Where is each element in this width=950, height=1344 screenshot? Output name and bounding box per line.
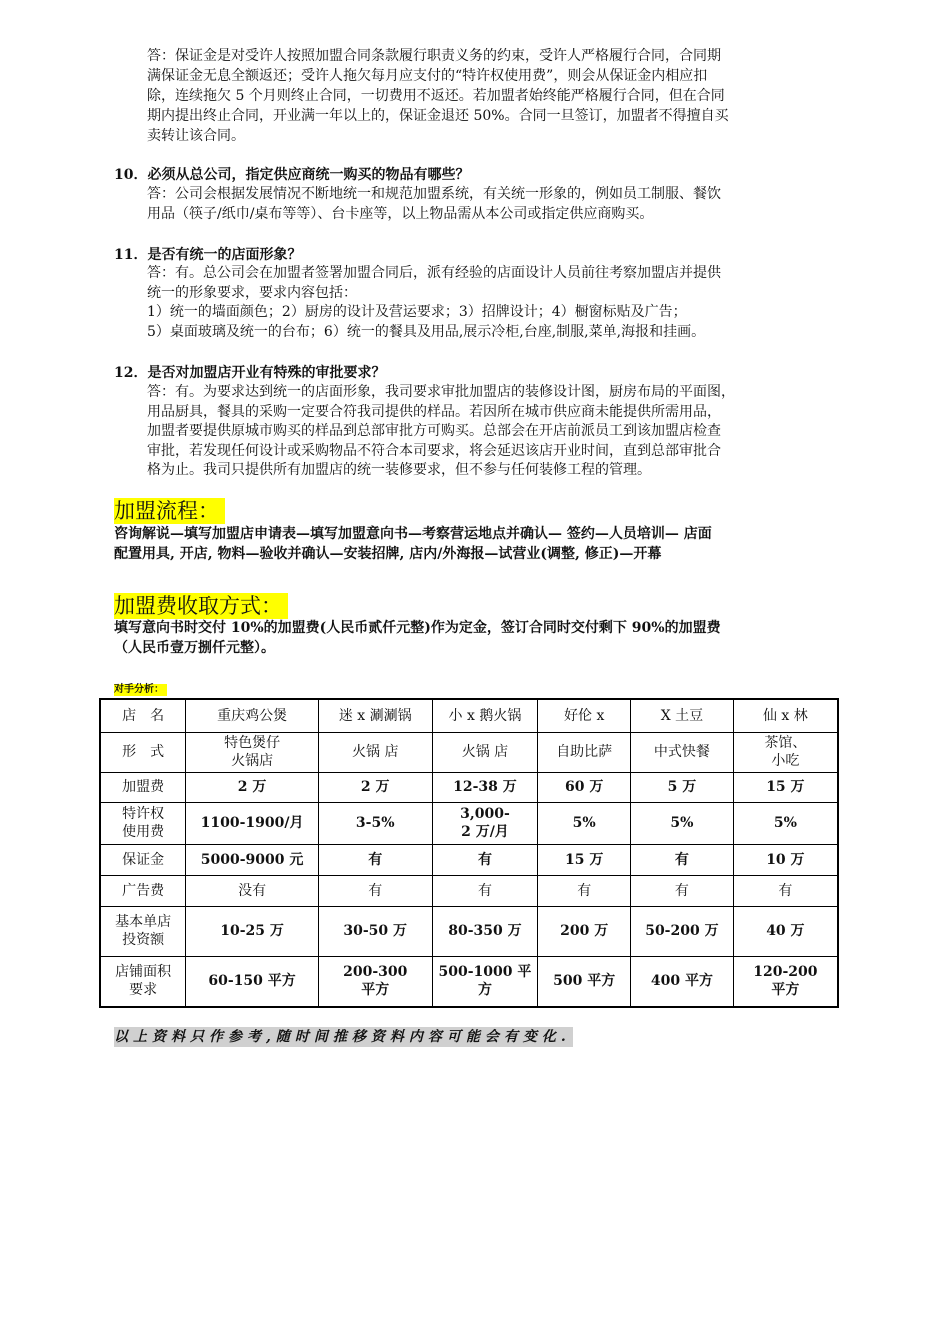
table-cell: 有 xyxy=(733,875,838,906)
table-cell: 15 万 xyxy=(538,844,631,875)
fee-text xyxy=(114,618,844,658)
table-cell: 1100-1900/月 xyxy=(186,802,319,844)
table-row-label: 店铺面积 要求 xyxy=(100,956,186,1007)
process-line: 咨询解说—填写加盟店申请表—填写加盟意向书—考察营运地点并确认— 签约—人员培训— 店面 xyxy=(114,526,712,542)
answer-11-line: 5）桌面玻璃及统一的台布；6）统一的餐具及用品,展示冷柜,台座,制服,菜单,海报和挂画。 xyxy=(147,323,706,340)
answer-9-paragraph xyxy=(147,46,847,146)
table-header-cell: 小 x 鹅火锅 xyxy=(432,699,538,732)
table-cell: 60-150 平方 xyxy=(186,956,319,1007)
table-row xyxy=(100,732,838,772)
answer-11-paragraph xyxy=(147,264,847,342)
table-header-cell: 好伦 x xyxy=(538,699,631,732)
table-cell: 80-350 万 xyxy=(432,906,538,956)
table-cell: 没有 xyxy=(186,875,319,906)
table-cell: 12-38 万 xyxy=(432,772,538,802)
fee-heading: 加盟费收取方式： xyxy=(114,593,288,619)
table-cell: 200-300 平方 xyxy=(318,956,432,1007)
answer-12-line: 审批，若发现任何设计或采购物品不符合本司要求，将会延迟该店开业时间，直到总部审批合 xyxy=(147,442,721,459)
answer-12-paragraph xyxy=(147,383,847,481)
table-header-cell: 仙 x 林 xyxy=(733,699,838,732)
table-cell: 特色煲仔 火锅店 xyxy=(186,732,319,772)
answer-10-line: 答：公司会根据发展情况不断地统一和规范加盟系统，有关统一形象的，例如员工制服、餐饮 xyxy=(147,186,721,202)
table-header-cell: 迷 x 涮涮锅 xyxy=(318,699,432,732)
table-row-label: 加盟费 xyxy=(100,772,186,802)
table-row xyxy=(100,844,838,875)
competitor-label: 对手分析： xyxy=(114,684,167,696)
table-cell: 有 xyxy=(318,844,432,875)
table-cell: 有 xyxy=(631,875,734,906)
table-cell: 茶馆、 小吃 xyxy=(733,732,838,772)
table-row xyxy=(100,956,838,1007)
table-row-label: 保证金 xyxy=(100,844,186,875)
table-cell: 有 xyxy=(538,875,631,906)
question-10-title: 10．必须从总公司，指定供应商统一购买的物品有哪些？ xyxy=(114,167,470,183)
table-cell: 火锅 店 xyxy=(432,732,538,772)
table-row-label: 基本单店 投资额 xyxy=(100,906,186,956)
answer-11-line: 1）统一的墙面颜色；2）厨房的设计及营运要求；3）招牌设计；4）橱窗标贴及广告； xyxy=(147,304,687,320)
answer-12-line: 答：有。为要求达到统一的店面形象，我司要求审批加盟店的装修设计图，厨房布局的平面图， xyxy=(147,384,735,400)
answer-9-line: 除，连续拖欠 5 个月则终止合同，一切费用不返还。若加盟者始终能严格履行合同，但在合同 xyxy=(147,88,725,104)
question-12-title: 12．是否对加盟店开业有特殊的审批要求？ xyxy=(114,365,386,381)
answer-11-line: 答：有。总公司会在加盟者签署加盟合同后，派有经验的店面设计人员前往考察加盟店并提供 xyxy=(147,265,721,281)
process-text xyxy=(114,524,844,564)
process-heading: 加盟流程： xyxy=(114,498,225,524)
competitor-table xyxy=(99,698,839,1008)
table-cell: 5% xyxy=(733,802,838,844)
question-11-title: 11．是否有统一的店面形象？ xyxy=(114,247,302,263)
table-row-label: 形 式 xyxy=(100,732,186,772)
process-line: 配置用具, 开店, 物料—验收并确认—安装招牌, 店内/外海报—试营业(调整, 修正)—开幕 xyxy=(114,546,662,562)
table-cell: 500-1000 平 方 xyxy=(432,956,538,1007)
table-cell: 3,000- 2 万/月 xyxy=(432,802,538,844)
table-row-label: 广告费 xyxy=(100,875,186,906)
table-cell: 40 万 xyxy=(733,906,838,956)
table-cell: 200 万 xyxy=(538,906,631,956)
table-cell: 500 平方 xyxy=(538,956,631,1007)
table-cell: 2 万 xyxy=(186,772,319,802)
table-row xyxy=(100,802,838,844)
table-header-cell: 重庆鸡公煲 xyxy=(186,699,319,732)
fee-line: （人民币壹万捌仟元整）。 xyxy=(114,640,275,656)
table-cell: 有 xyxy=(318,875,432,906)
answer-9-line: 卖转让该合同。 xyxy=(147,128,245,144)
table-cell: 5 万 xyxy=(631,772,734,802)
answer-12-line: 加盟者要提供原城市购买的样品到总部审批方可购买。总部会在开店前派员工到该加盟店检查 xyxy=(147,423,721,439)
table-cell: 有 xyxy=(631,844,734,875)
answer-9-line: 答：保证金是对受许人按照加盟合同条款履行职责义务的约束，受许人严格履行合同，合同期 xyxy=(147,48,721,64)
footer-disclaimer: 以上资料只作参考,随时间推移资料内容可能会有变化. xyxy=(114,1029,571,1045)
table-row xyxy=(100,875,838,906)
answer-12-line: 用品厨具，餐具的采购一定要合符我司提供的样品。若因所在城市供应商未能提供所需用品， xyxy=(147,403,721,420)
table-cell: 3-5% xyxy=(318,802,432,844)
table-header-cell: 店 名 xyxy=(100,699,186,732)
table-cell: 火锅 店 xyxy=(318,732,432,772)
table-cell: 自助比萨 xyxy=(538,732,631,772)
table-row-label: 特许权 使用费 xyxy=(100,802,186,844)
table-cell: 30-50 万 xyxy=(318,906,432,956)
table-cell: 5% xyxy=(538,802,631,844)
answer-12-line: 格为止。我司只提供所有加盟店的统一装修要求，但不参与任何装修工程的管理。 xyxy=(147,462,651,478)
table-cell: 10-25 万 xyxy=(186,906,319,956)
table-cell: 有 xyxy=(432,844,538,875)
answer-10-line: 用品（筷子/纸巾/桌布等等）、台卡座等，以上物品需从本公司或指定供应商购买。 xyxy=(147,205,654,222)
table-row xyxy=(100,772,838,802)
answer-9-line: 满保证金无息全额返还；受许人拖欠每月应支付的“特许权使用费”，则会从保证金内相应扣 xyxy=(147,68,708,84)
fee-line: 填写意向书时交付 10%的加盟费(人民币贰仟元整)作为定金，签订合同时交付剩下 90%的加盟费 xyxy=(114,620,721,636)
table-cell: 2 万 xyxy=(318,772,432,802)
table-row xyxy=(100,906,838,956)
table-cell: 5% xyxy=(631,802,734,844)
table-cell: 400 平方 xyxy=(631,956,734,1007)
table-cell: 5000-9000 元 xyxy=(186,844,319,875)
table-cell: 15 万 xyxy=(733,772,838,802)
table-cell: 中式快餐 xyxy=(631,732,734,772)
table-cell: 120-200 平方 xyxy=(733,956,838,1007)
answer-9-line: 期内提出终止合同，开业满一年以上的，保证金退还 50%。合同一旦签订，加盟者不得擅自买 xyxy=(147,108,729,124)
table-header-cell: X 土豆 xyxy=(631,699,734,732)
table-cell: 有 xyxy=(432,875,538,906)
table-cell: 10 万 xyxy=(733,844,838,875)
table-header-row xyxy=(100,699,838,732)
table-cell: 50-200 万 xyxy=(631,906,734,956)
answer-11-line: 统一的形象要求，要求内容包括： xyxy=(147,284,357,301)
answer-10-paragraph xyxy=(147,185,847,224)
table-cell: 60 万 xyxy=(538,772,631,802)
